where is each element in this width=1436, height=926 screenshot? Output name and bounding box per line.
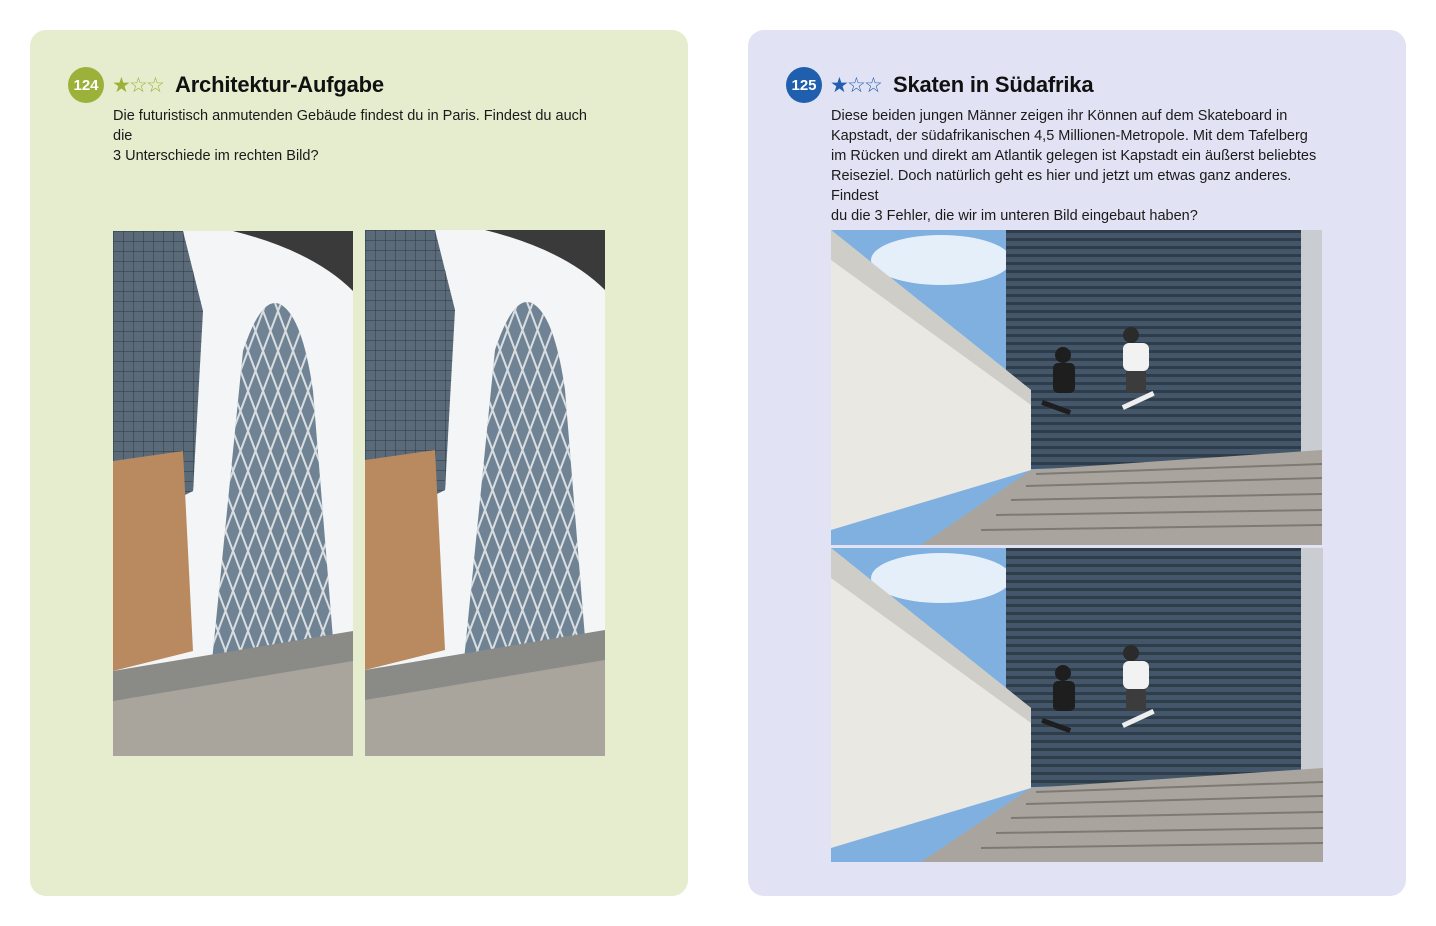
puzzle-title: Architektur-Aufgabe — [175, 72, 384, 97]
puzzle-description — [113, 106, 603, 166]
description-line: Diese beiden jungen Männer zeigen ihr Können auf dem Skateboard in — [831, 108, 1288, 124]
description-line: 3 Unterschiede im rechten Bild? — [113, 148, 319, 164]
difficulty-rating — [830, 75, 881, 96]
star-empty-icon: ☆ — [129, 73, 148, 97]
description-line: du die 3 Fehler, die wir im unteren Bild eingebaut haben? — [831, 208, 1198, 224]
description-line: Reiseziel. Doch natürlich geht es hier und jetzt um etwas ganz anderes. Findest — [831, 168, 1292, 204]
star-empty-icon: ☆ — [847, 73, 866, 97]
tower-photo-modified — [365, 230, 605, 756]
puzzle-number-badge: 125 — [786, 67, 822, 103]
puzzle-description — [831, 106, 1326, 226]
description-line: Kapstadt, der südafrikanischen 4,5 Millionen-Metropole. Mit dem Tafelberg — [831, 128, 1308, 144]
star-filled-icon: ★ — [112, 73, 131, 97]
tower-photo-original — [113, 231, 353, 756]
description-line: im Rücken und direkt am Atlantik gelegen ist Kapstadt ein äußerst beliebtes — [831, 148, 1317, 164]
skate-photo-modified — [831, 548, 1323, 862]
puzzle-124-header — [68, 66, 384, 104]
puzzle-125-header — [786, 66, 1093, 104]
star-empty-icon: ☆ — [146, 73, 165, 97]
puzzle-title: Skaten in Südafrika — [893, 72, 1094, 97]
puzzle-number-badge: 124 — [68, 67, 104, 103]
star-filled-icon: ★ — [830, 73, 849, 97]
difficulty-rating — [112, 75, 163, 96]
star-empty-icon: ☆ — [864, 73, 883, 97]
skate-photo-original — [831, 230, 1322, 545]
puzzle-125-panel — [748, 30, 1406, 896]
description-line: Die futuristisch anmutenden Gebäude findest du in Paris. Findest du auch die — [113, 108, 587, 144]
puzzle-124-panel — [30, 30, 688, 896]
